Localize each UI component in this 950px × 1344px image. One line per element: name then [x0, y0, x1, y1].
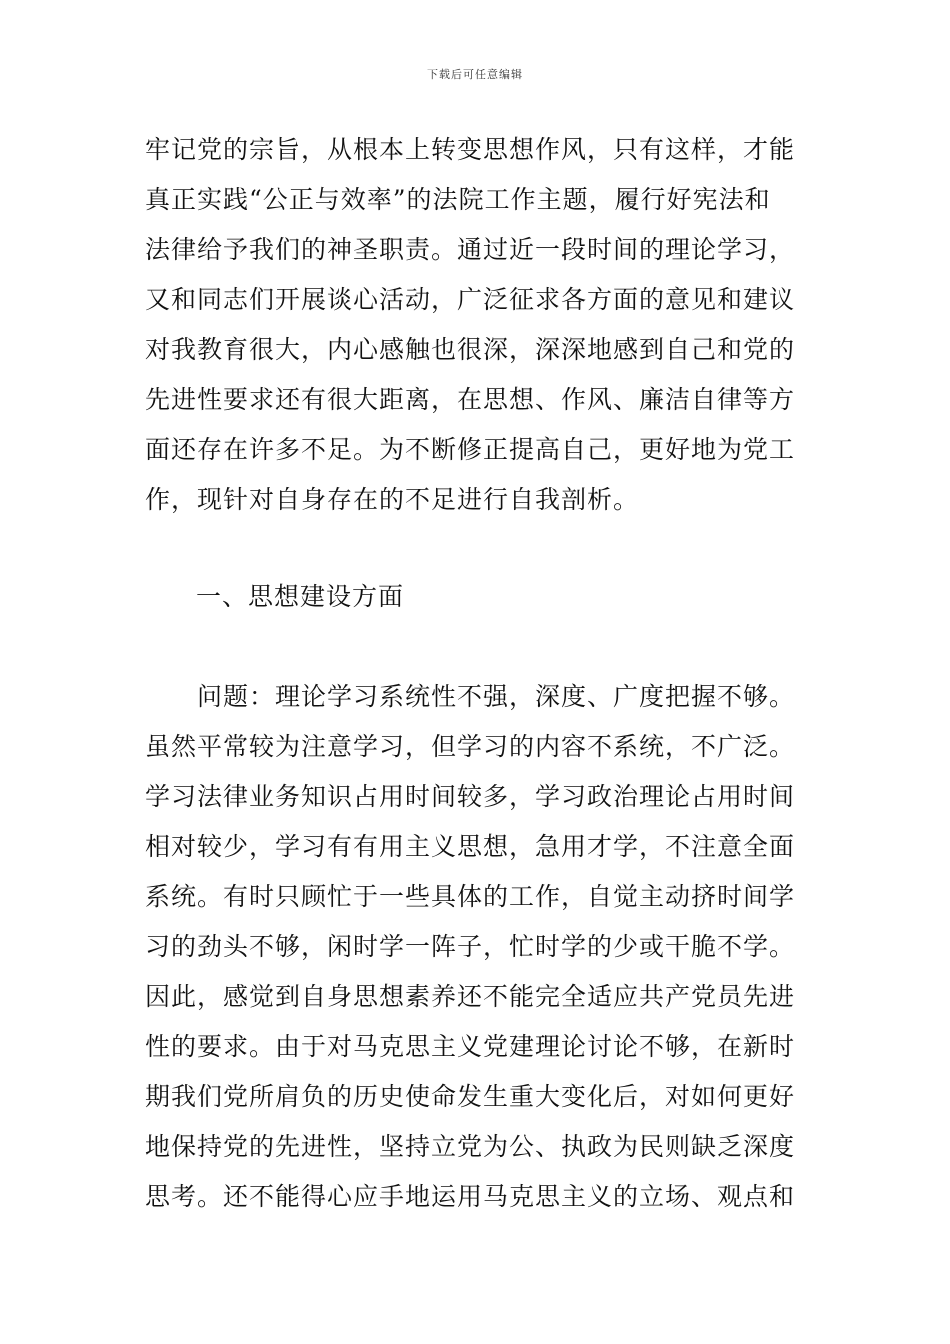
section-heading: 一、思想建设方面: [196, 582, 405, 611]
paragraph-line: 对我教育很大，内心感触也很深，深深地感到自己和党的: [145, 335, 796, 364]
header-note: 下载后可任意编辑: [427, 68, 523, 81]
paragraph-line: 真正实践“公正与效率”的法院工作主题，履行好宪法和: [145, 185, 771, 214]
paragraph-line: 面还存在许多不足。为不断修正提高自己，更好地为党工: [145, 435, 796, 464]
paragraph-line: 习的劲头不够，闲时学一阵子，忙时学的少或干脆不学。: [145, 932, 796, 961]
paragraph-line: 虽然平常较为注意学习，但学习的内容不系统，不广泛。: [145, 732, 796, 761]
paragraph-line: 思考。还不能得心应手地运用马克思主义的立场、观点和: [145, 1182, 796, 1211]
intro-paragraph: [145, 125, 815, 525]
paragraph-line: 法律给予我们的神圣职责。通过近一段时间的理论学习，: [145, 235, 796, 264]
paragraph-line: 因此，感觉到自身思想素养还不能完全适应共产党员先进: [145, 982, 796, 1011]
paragraph-line: 学习法律业务知识占用时间较多，学习政治理论占用时间: [145, 782, 796, 811]
paragraph-line: 地保持党的先进性，坚持立党为公、执政为民则缺乏深度: [145, 1132, 796, 1161]
paragraph-line: 又和同志们开展谈心活动，广泛征求各方面的意见和建议: [145, 285, 796, 314]
paragraph-line: 相对较少，学习有有用主义思想，急用才学，不注意全面: [145, 832, 796, 861]
paragraph-line: 期我们党所肩负的历史使命发生重大变化后，对如何更好: [145, 1082, 796, 1111]
paragraph-line: 作，现针对自身存在的不足进行自我剖析。: [145, 485, 640, 514]
problem-paragraph: [145, 672, 815, 1222]
paragraph-line: 问题：理论学习系统性不强，深度、广度把握不够。: [197, 682, 796, 711]
paragraph-line: 性的要求。由于对马克思主义党建理论讨论不够，在新时: [145, 1032, 796, 1061]
paragraph-line: 牢记党的宗旨，从根本上转变思想作风，只有这样，才能: [145, 135, 796, 164]
paragraph-line: 系统。有时只顾忙于一些具体的工作，自觉主动挤时间学: [145, 882, 796, 911]
paragraph-line: 先进性要求还有很大距离，在思想、作风、廉洁自律等方: [145, 385, 796, 414]
